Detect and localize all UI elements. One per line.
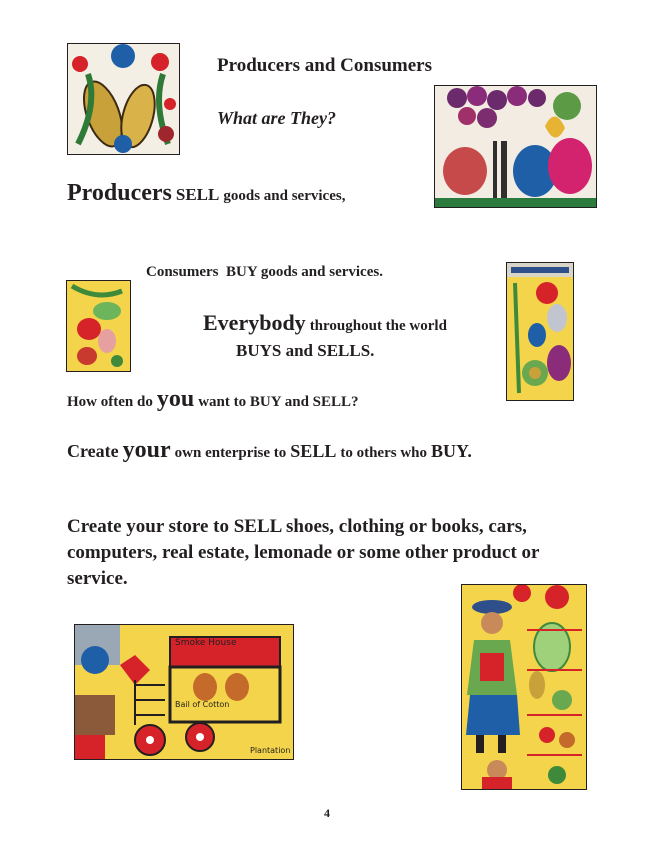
produce-artwork [506, 262, 574, 401]
create-buy: BUY. [431, 441, 472, 461]
question-post: want to BUY and SELL? [198, 394, 359, 410]
buys-and-sells-line: BUYS and SELLS. [236, 341, 375, 360]
create-to-others: to others who [340, 445, 427, 461]
create-store-paragraph: Create your store to SELL shoes, clothing or books, cars, computers, real estate, lemonade or some other product or service. [67, 516, 540, 589]
market-vendor-artwork [461, 584, 587, 790]
page-subtitle: What are They? [217, 108, 336, 128]
create-sell: SELL [290, 441, 337, 461]
producers-rest: goods and services, [223, 188, 346, 204]
page-title: Producers and Consumers [217, 55, 432, 76]
producers-word: Producers [67, 180, 172, 206]
plantation-label: Plantation [250, 746, 291, 755]
everybody-rest: throughout the world [309, 318, 447, 334]
create-mid: own enterprise to [174, 445, 287, 461]
fruit-artwork [434, 85, 597, 208]
question-pre: How often do [67, 394, 153, 410]
everybody-word: Everybody [203, 310, 306, 335]
smokehouse-artwork [74, 624, 294, 760]
smokehouse-label: Smoke House [175, 638, 237, 648]
everybody-line [203, 310, 447, 336]
create-pre: Create [67, 441, 119, 461]
producers-sell: SELL [175, 185, 220, 204]
question-line [67, 386, 359, 413]
create-enterprise-line [67, 437, 472, 464]
question-you: you [156, 386, 195, 412]
producers-line [67, 180, 345, 207]
vegetable-artwork [66, 280, 131, 372]
consumers-line: Consumers BUY goods and services. [146, 264, 383, 280]
create-your: your [122, 437, 171, 463]
bale-label: Bail of Cotton [175, 700, 230, 709]
page-number: 4 [324, 806, 330, 820]
corn-artwork [67, 43, 180, 155]
